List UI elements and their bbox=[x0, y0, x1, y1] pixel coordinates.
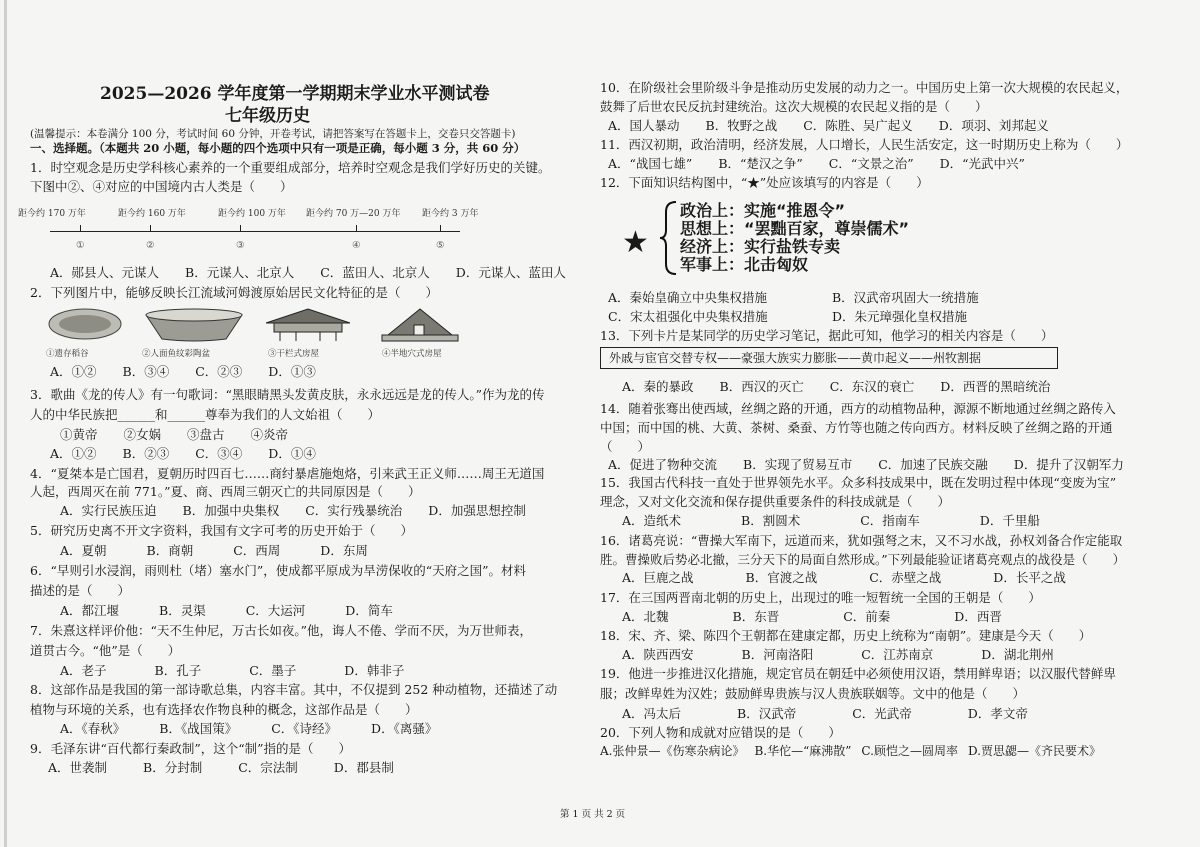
option-b: B．河南洛阳 bbox=[741, 647, 814, 662]
q17-options bbox=[622, 609, 1028, 624]
option-b: B．汉武帝巩固大一统措施 bbox=[832, 290, 979, 305]
q2-options bbox=[50, 364, 342, 379]
picture-caption: ④半地穴式房屋 bbox=[382, 349, 442, 359]
option-c: C．墨子 bbox=[249, 663, 297, 678]
timeline-label: 距今约 70 万—20 万年 bbox=[306, 209, 401, 219]
q3-options bbox=[50, 446, 342, 461]
q9-stem: 9．毛泽东讲“百代都行秦政制”，这个“制”指的是（ ） bbox=[30, 741, 352, 756]
q16-stem-line2: 胜。曹操败后势必北撤，三分天下的局面自然形成。”下列最能验证诸葛亮观点的战役是（ ） bbox=[600, 552, 1126, 567]
option-b: B．割圆术 bbox=[741, 513, 801, 528]
option-d: D．西晋 bbox=[954, 609, 1002, 624]
option-c: C．②③ bbox=[195, 364, 243, 379]
q5-stem: 5．研究历史离不开文字资料，我国有文字可考的历史开始于（ ） bbox=[30, 523, 413, 538]
option-b: B.华佗—“麻沸散” bbox=[754, 744, 852, 758]
timeline-label: 距今约 170 万年 bbox=[18, 209, 86, 219]
option-c: C．前秦 bbox=[843, 609, 891, 624]
q7-options bbox=[60, 663, 430, 678]
option-d: D．《离骚》 bbox=[371, 721, 438, 736]
section-heading: 一、选择题。（本题共 20 小题，每小题的四个选项中只有一项是正确，每小题 3 分，共 60 分） bbox=[30, 141, 526, 155]
option-b: B．商朝 bbox=[146, 543, 194, 558]
option-b: B．实现了贸易互市 bbox=[743, 457, 853, 472]
timeline-tick bbox=[80, 225, 81, 232]
q6-stem-line2: 描述的是（ ） bbox=[30, 583, 131, 598]
timeline-tick bbox=[240, 225, 241, 232]
timeline-label: 距今约 160 万年 bbox=[118, 209, 186, 219]
option-c: C．宋太祖强化中央集权措施 bbox=[608, 309, 768, 324]
option-a: A．实行民族压迫 bbox=[60, 503, 157, 518]
option-a: A．①② bbox=[50, 364, 97, 379]
option-d: D．加强思想控制 bbox=[428, 503, 526, 518]
option-b: B．《战国策》 bbox=[159, 721, 238, 736]
branch-politics: 政治上：实施“推恩令” bbox=[680, 201, 846, 220]
option-b: B．官渡之战 bbox=[745, 570, 818, 585]
timeline-number: ② bbox=[146, 240, 155, 251]
q15-options bbox=[622, 513, 1066, 528]
item: ③盘古 bbox=[187, 427, 225, 442]
option-b: B．分封制 bbox=[143, 760, 203, 775]
option-d: D．提升了汉朝军力 bbox=[1013, 457, 1124, 472]
option-b: B．孔子 bbox=[154, 663, 202, 678]
timeline-label: 距今约 3 万年 bbox=[422, 209, 479, 219]
option-a: A．都江堰 bbox=[60, 603, 120, 618]
star-icon: ★ bbox=[622, 225, 649, 260]
option-c: C．③④ bbox=[195, 446, 243, 461]
option-a: A．夏朝 bbox=[60, 543, 107, 558]
q4-options bbox=[60, 503, 552, 518]
option-d: D．千里船 bbox=[979, 513, 1040, 528]
option-d: D．项羽、刘邦起义 bbox=[938, 118, 1049, 133]
option-d: D．韩非子 bbox=[344, 663, 405, 678]
option-c: C.顾恺之—圆周率 bbox=[861, 744, 958, 758]
q3-stem-line1: 3．歌曲《龙的传人》有一句歌词：“黑眼睛黑头发黄皮肤，永永远远是龙的传人。”作为龙的传 bbox=[30, 387, 545, 402]
brace-icon bbox=[658, 200, 678, 276]
q14-stem-line1: 14．随着张骞出使西域，丝绸之路的开通，西方的动植物品种，源源不断地通过丝绸之路传入 bbox=[600, 401, 1116, 416]
option-b: B．西汉的灭亡 bbox=[719, 379, 804, 394]
q9-options bbox=[48, 760, 420, 775]
timeline-number: ③ bbox=[236, 240, 245, 251]
option-a: A．巨鹿之战 bbox=[622, 570, 694, 585]
timeline-tick bbox=[150, 225, 151, 232]
option-b: B．东晋 bbox=[732, 609, 780, 624]
option-a: A．《春秋》 bbox=[60, 721, 126, 736]
option-b: B．加强中央集权 bbox=[182, 503, 280, 518]
timeline-label: 距今约 100 万年 bbox=[218, 209, 286, 219]
option-a: A．北魏 bbox=[622, 609, 669, 624]
option-d: D．朱元璋强化皇权措施 bbox=[832, 309, 968, 324]
q13-stem: 13．下列卡片是某同学的历史学习笔记，据此可知，他学习的相关内容是（ ） bbox=[600, 328, 1054, 343]
q12-stem: 12．下面知识结构图中，“★”处应该填写的内容是（ ） bbox=[600, 175, 929, 190]
option-a: A．老子 bbox=[60, 663, 107, 678]
q4-stem-line2: 人起，西周灭在前 771。”夏、商、西周三朝灭亡的共同原因是（ ） bbox=[30, 484, 421, 499]
q8-stem-line1: 8．这部作品是我国的第一部诗歌总集，内容丰富。其中，不仅提到 252 种动植物，还描述了动 bbox=[30, 682, 558, 697]
q20-stem: 20．下列人物和成就对应错误的是（ ） bbox=[600, 725, 841, 740]
option-a: A．“战国七雄” bbox=[608, 156, 693, 171]
q14-stem-line2: 中国；而中国的桃、大黄、茶树、桑蚕、方竹等也随之传向西方。材料反映了丝绸之路的开通 bbox=[600, 420, 1113, 435]
semi-underground-house-image bbox=[378, 305, 462, 343]
q19-options bbox=[622, 706, 1054, 721]
q1-stem-line2: 下图中②、④对应的中国境内古人类是（ ） bbox=[30, 179, 293, 194]
option-d: D.贾思勰—《齐民要术》 bbox=[967, 744, 1101, 758]
option-b: B．②③ bbox=[122, 446, 170, 461]
option-a: A．冯太后 bbox=[622, 706, 682, 721]
q1-stem-line1: 1．时空观念是历史学科核心素养的一个重要组成部分，培养时空观念是我们学好历史的关键。 bbox=[30, 160, 551, 175]
option-c: C．《诗经》 bbox=[271, 721, 338, 736]
page-edge bbox=[4, 0, 7, 847]
option-c: C．指南车 bbox=[860, 513, 920, 528]
timeline-number: ⑤ bbox=[436, 240, 445, 251]
option-c: C．西周 bbox=[233, 543, 281, 558]
q19-stem-line1: 19．他进一步推进汉化措施，规定官员在朝廷中必须使用汉语，禁用鲜卑语；以汉服代替鲜卑 bbox=[600, 666, 1116, 681]
exam-title: 2025—2026 学年度第一学期期末学业水平测试卷 bbox=[100, 84, 490, 104]
q3-items bbox=[60, 427, 314, 442]
q8-stem-line2: 植物与环境的关系，也有选择农作物良种的概念，这部作品是（ ） bbox=[30, 702, 418, 717]
q13-note-card: 外戚与宦官交替专权——豪强大族实力膨胀——黄巾起义——州牧割据 bbox=[600, 347, 1058, 369]
timeline-number: ④ bbox=[352, 240, 361, 251]
q11-options bbox=[608, 156, 1051, 171]
timeline-tick bbox=[440, 225, 441, 232]
rice-grains-image bbox=[45, 305, 125, 343]
option-c: C．江苏南京 bbox=[861, 647, 934, 662]
q7-stem-line2: 道贯古今。“他”是（ ） bbox=[30, 643, 181, 658]
option-a: A．世袭制 bbox=[48, 760, 108, 775]
option-d: D．①③ bbox=[268, 364, 316, 379]
option-a: A.张仲景—《伤寒杂病论》 bbox=[600, 744, 745, 758]
exam-note: (温馨提示：本卷满分 100 分，考试时间 60 分钟，开卷考试，请把答案写在答题卡上，交卷只交答题卡) bbox=[30, 128, 516, 140]
option-a: A．陕西西安 bbox=[622, 647, 694, 662]
q10-stem-line1: 10．在阶级社会里阶级斗争是推动历史发展的动力之一。中国历史上第一次大规模的农民起义， bbox=[600, 80, 1129, 95]
timeline-tick bbox=[356, 225, 357, 232]
q2-stem: 2．下列图片中，能够反映长江流域河姆渡原始居民文化特征的是（ ） bbox=[30, 285, 438, 300]
item: ①黄帝 bbox=[60, 427, 98, 442]
q14-options bbox=[608, 457, 1150, 472]
option-d: D．孝文帝 bbox=[967, 706, 1028, 721]
option-a: A．国人暴动 bbox=[608, 118, 680, 133]
pottery-basin-image bbox=[142, 305, 247, 343]
picture-caption: ①遗存稻谷 bbox=[46, 349, 89, 359]
q5-options bbox=[60, 543, 394, 558]
q16-stem-line1: 16．诸葛亮说：“曹操大军南下，远道而来，犹如强弩之末，又不习水战，孙权刘备合作定能取 bbox=[600, 533, 1123, 548]
q19-stem-line2: 服；改鲜卑姓为汉姓；鼓励鲜卑贵族与汉人贵族联姻等。文中的他是（ ） bbox=[600, 686, 1026, 701]
option-a: A．①② bbox=[50, 446, 97, 461]
q8-options bbox=[60, 721, 463, 736]
option-c: C．光武帝 bbox=[852, 706, 912, 721]
option-c: C．加速了民族交融 bbox=[878, 457, 988, 472]
q6-stem-line1: 6．“早则引水浸润，雨则杜（堵）塞水门”，使成都平原成为旱涝保收的“天府之国”。材料 bbox=[30, 563, 527, 578]
option-c: C．宗法制 bbox=[238, 760, 298, 775]
branch-military: 军事上：北击匈奴 bbox=[680, 255, 809, 274]
picture-caption: ②人面鱼纹彩陶盆 bbox=[142, 349, 211, 359]
branch-economy: 经济上：实行盐铁专卖 bbox=[680, 237, 841, 256]
option-b: B．“楚汉之争” bbox=[718, 156, 803, 171]
q15-stem-line1: 15．我国古代科技一直处于世界领先水平。众多科技成果中，既在发明过程中体现“变废为宝” bbox=[600, 475, 1117, 490]
option-c: C．陈胜、吴广起义 bbox=[803, 118, 913, 133]
q6-options bbox=[60, 603, 419, 618]
exam-subtitle: 七年级历史 bbox=[225, 106, 310, 126]
page-footer: 第 1 页 共 2 页 bbox=[560, 809, 626, 820]
option-c: C．“文景之治” bbox=[828, 156, 914, 171]
q20-options bbox=[600, 744, 1101, 759]
q3-stem-line2: 人的中华民族把______和______尊奉为我们的人文始祖（ ） bbox=[30, 407, 381, 422]
option-d: D．“光武中兴” bbox=[939, 156, 1025, 171]
option-b: B．牧野之战 bbox=[705, 118, 778, 133]
option-b: B．灵渠 bbox=[159, 603, 206, 618]
option-a: A．秦的暴政 bbox=[622, 379, 694, 394]
option-d: D．元谋人、蓝田人 bbox=[455, 265, 566, 280]
option-c: C．大运河 bbox=[245, 603, 306, 618]
option-a: A．促进了物种交流 bbox=[608, 457, 718, 472]
q17-stem: 17．在三国两晋南北朝的历史上，出现过的唯一短暂统一全国的王朝是（ ） bbox=[600, 590, 1041, 605]
option-d: D．简车 bbox=[345, 603, 393, 618]
q14-stem-line3: （ ） bbox=[600, 439, 651, 454]
q18-stem: 18．宋、齐、梁、陈四个王朝都在建康定都，历史上统称为“南朝”。建康是今天（ ） bbox=[600, 628, 1092, 643]
q12-options-row2 bbox=[608, 309, 967, 324]
item: ②女娲 bbox=[123, 427, 162, 442]
q12-options-row1 bbox=[608, 290, 979, 305]
option-d: D．西晋的黑暗统治 bbox=[940, 379, 1051, 394]
option-c: C．实行残暴统治 bbox=[305, 503, 403, 518]
q13-options bbox=[622, 379, 1076, 394]
option-a: A．秦始皇确立中央集权措施 bbox=[608, 290, 768, 305]
picture-caption: ③干栏式房屋 bbox=[268, 349, 320, 359]
option-a: A．造纸术 bbox=[622, 513, 682, 528]
option-d: D．湖北荆州 bbox=[981, 647, 1054, 662]
q18-options bbox=[622, 647, 1080, 662]
q11-stem: 11．西汉初期，政治清明，经济发展，人口增长，人民生活安定，这一时期历史上称为（ ） bbox=[600, 137, 1129, 152]
option-c: C．蓝田人、北京人 bbox=[320, 265, 430, 280]
option-d: D．①④ bbox=[268, 446, 316, 461]
q4-stem-line1: 4．“夏桀本是亡国君，夏朝历时四百七……商纣暴虐施炮烙，引来武王正义师……周王无道国 bbox=[30, 466, 545, 481]
option-d: D．东周 bbox=[320, 543, 368, 558]
q16-options bbox=[622, 570, 1092, 585]
option-b: B．元谋人、北京人 bbox=[185, 265, 295, 280]
timeline-number: ① bbox=[76, 240, 85, 251]
timeline-axis bbox=[50, 231, 460, 232]
option-c: C．赤壁之战 bbox=[869, 570, 942, 585]
option-c: C．东汉的衰亡 bbox=[829, 379, 915, 394]
option-d: D．长平之战 bbox=[993, 570, 1066, 585]
option-b: B．汉武帝 bbox=[737, 706, 797, 721]
q15-stem-line2: 理念，又对文化交流和保存提供重要条件的科技成就是（ ） bbox=[600, 494, 951, 509]
q7-stem-line1: 7．朱熹这样评价他：“天不生仲尼，万古长如夜。”他，诲人不倦、学而不厌，为万世师表， bbox=[30, 623, 532, 638]
q10-options bbox=[608, 118, 1075, 133]
q10-stem-line2: 鼓舞了后世农民反抗封建统治。这次大规模的农民起义指的是（ ） bbox=[600, 99, 988, 114]
branch-thought: 思想上：“罢黜百家，尊崇儒术” bbox=[680, 219, 910, 238]
option-b: B．③④ bbox=[122, 364, 170, 379]
q1-options bbox=[50, 265, 592, 280]
stilt-house-image bbox=[262, 305, 354, 343]
option-a: A．郧县人、元谋人 bbox=[50, 265, 160, 280]
item: ④炎帝 bbox=[250, 427, 289, 442]
option-d: D．郡县制 bbox=[333, 760, 394, 775]
